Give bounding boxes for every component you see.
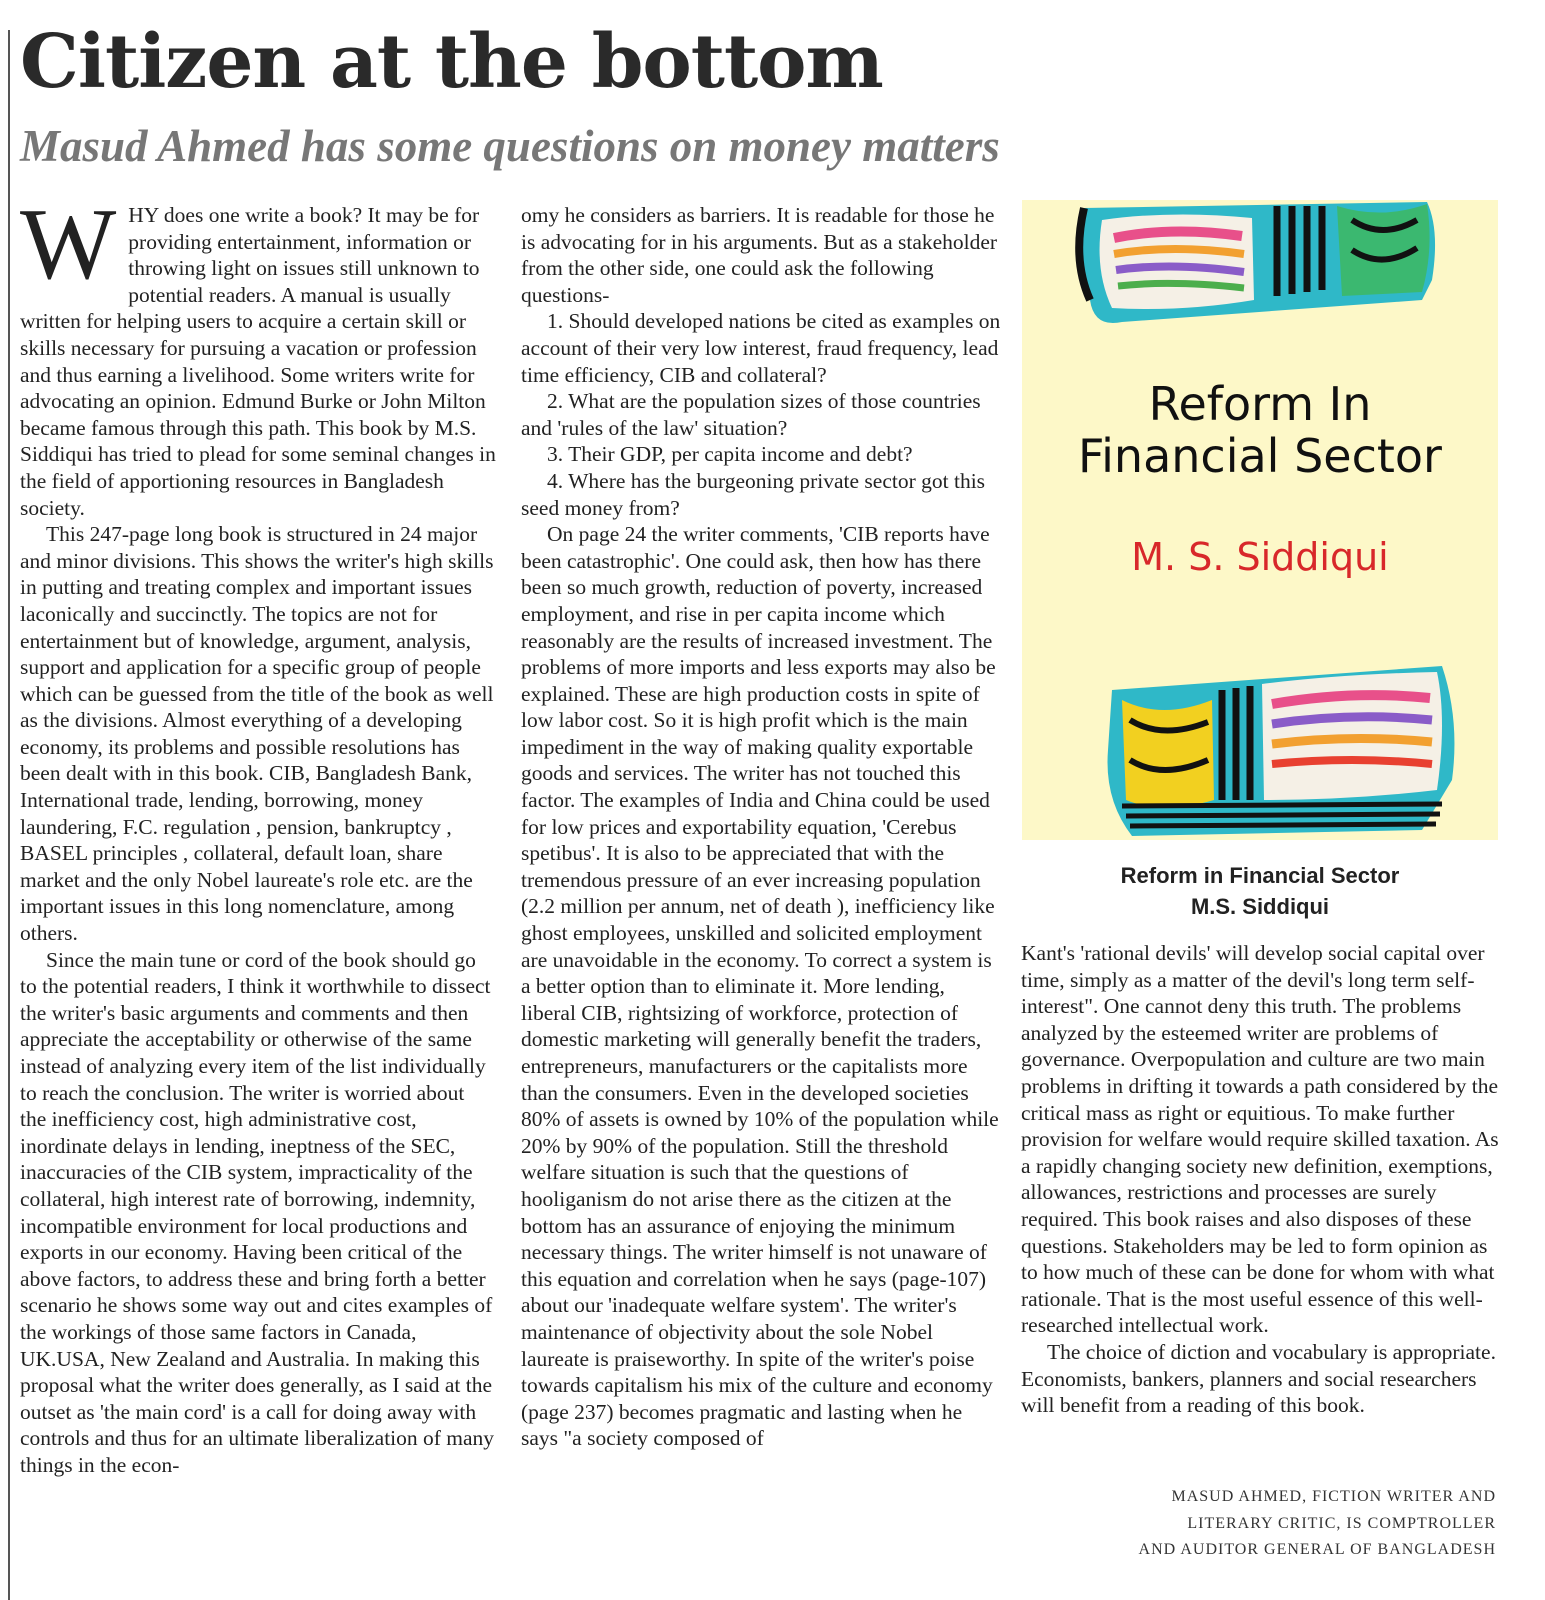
cover-author: M. S. Siddiqui <box>1131 535 1389 579</box>
book-cover-image <box>1022 200 1498 840</box>
cover-title-line-2: Financial Sector <box>1078 429 1442 483</box>
article-column-1 <box>20 188 496 1479</box>
credit-line-2: LITERARY CRITIC, IS COMPTROLLER <box>1187 1514 1496 1532</box>
question-1: 1. Should developed nations be cited as examples on account of their very low interest, fraud frequency, lead time efficiency, CIB and collateral? <box>521 309 1001 387</box>
paragraph-2: This 247-page long book is structured in 24 major and minor divisions. This shows the writer's high skills in putting and treating complex and important issues laconically and succinctly. The topics are not for entertainment but of knowledge, argument, analysis, support and application for a specific group of people which can be guessed from the title of the book as well as the divisions. Almost everything of a developing economy, its problems and possible resolutions has been dealt with in this book. CIB, Bangladesh Bank, International trade, lending, borrowing, money laundering, F.C. regulation , pension, bankruptcy , BASEL principles , collateral, default loan, share market and the only Nobel laureate's role etc. are the important issues in this long nomenclature, among others. <box>20 522 494 946</box>
paragraph-4: omy he considers as barriers. It is readable for those he is advocating for in his arguments. But as a stakeholder from the other side, one could ask the following questions- <box>521 203 998 307</box>
cover-title <box>1022 378 1498 482</box>
subhead: Masud Ahmed has some questions on money matters <box>20 121 1000 171</box>
paragraph-7: The choice of diction and vocabulary is appropriate. Economists, bankers, planners and social researchers will benefit from a reading of this book. <box>1021 1339 1496 1418</box>
top-decorative-bead <box>1079 202 1435 323</box>
cover-title-line-1: Reform In <box>1148 377 1372 431</box>
article-column-3 <box>1021 940 1499 1419</box>
credit-line-3: AND AUDITOR GENERAL OF BANGLADESH <box>1138 1541 1496 1558</box>
paragraph-3: Since the main tune or cord of the book should go to the potential readers, I think it worthwhile to dissect the writer's basic arguments and comments and then appreciate the acceptability or otherwise of the same instead of analyzing every item of the list individually to reach the conclusion. The writer is worried about the inefficiency cost, high administrative cost, inordinate delays in lending, ineptness of the SEC, inaccuracies of the CIB system, impracticality of the collateral, high interest rate of borrowing, indemnity, incompatible environment for local productions and exports in our economy. Having been critical of the above factors, to address these and bring forth a better scenario he shows some way out and cites examples of the workings of those same factors in Canada, UK.USA, New Zealand and Australia. In making this proposal what the writer does generally, as I said at the outset as 'the main cord' is a call for doing away with controls and thus for an ultimate liberalization of many things in the econ- <box>20 947 495 1477</box>
question-4: 4. Where has the burgeoning private sector got this seed money from? <box>521 468 986 520</box>
paragraph-6: Kant's 'rational devils' will develop social capital over time, simply as a matter of the devil's long term self-interest". One cannot deny this truth. The problems analyzed by the esteemed writer are problems of governance. Overpopulation and culture are two main problems in drifting it towards a path considered by the critical mass as right or equitious. To make further provision for welfare would require skilled taxation. As a rapidly changing society new definition, exemptions, allowances, restrictions and processes are surely required. This book raises and also disposes of these questions. Stakeholders may be led to form opinion as to how much of these can be done for whom with what rationale. That is the most useful essence of this well-researched intellectual work. <box>1021 941 1499 1338</box>
paragraph-1 <box>20 188 496 521</box>
paragraph-1-text: HY does one write a book? It may be for providing entertainment, information or throwing light on issues still unknown to potential readers. A manual is usually written for helping users to acquire a certain skill or skills necessary for pursuing a vacation or profession and thus earning a livelihood. Some writers write for advocating an opinion. Edmund Burke or John Milton became famous through this path. This book by M.S. Siddiqui has tried to plead for some seminal changes in the field of apportioning resources in Bangladesh society. <box>20 203 496 520</box>
headline: Citizen at the bottom <box>20 19 883 105</box>
article-column-2 <box>521 202 1001 1452</box>
credit-line-1: MASUD AHMED, FICTION WRITER AND <box>1171 1488 1496 1505</box>
paragraph-5: On page 24 the writer comments, 'CIB reports have been catastrophic'. One could ask, then how has there been so much growth, reduction of poverty, increased employment, and rise in per capita income which reasonably are the results of increased investment. The problems of more imports and less exports may also be explained. These are high production costs in spite of low labor cost. So it is high profit which is the main impediment in the way of making quality exportable goods and services. The writer has not touched this factor. The examples of India and China could be used for low prices and exportability equation, 'Cerebus spetibus'. It is also to be appreciated that with the tremendous pressure of an ever increasing population (2.2 million per annum, net of death ), inefficiency like ghost employees, unskilled and solicited employment are unavoidable in the economy. To correct a system is a better option than to eliminate it. More lending, liberal CIB, rightsizing of workforce, protection of domestic marketing will generally benefit the traders, entrepreneurs, manufacturers or the capitalists more than the consumers. Even in the developed societies 80% of assets is owned by 10% of the population while 20% by 90% of the population. Still the threshold welfare situation is such that the questions of hooliganism do not arise there as the citizen at the bottom has an assurance of enjoying the minimum necessary things. The writer himself is not unaware of this equation and correlation when he says (page-107) about our 'inadequate welfare system'. The writer's maintenance of objectivity about the sole Nobel laureate is praiseworthy. In spite of the writer's poise towards capitalism his mix of the culture and economy (page 237) becomes pragmatic and lasting when he says "a society composed of <box>521 522 999 1451</box>
cover-artwork <box>1022 200 1498 840</box>
drop-cap: W <box>20 188 117 301</box>
question-3: 3. Their GDP, per capita income and debt? <box>547 442 913 467</box>
image-caption <box>1022 860 1498 922</box>
bottom-decorative-bead <box>1108 666 1455 836</box>
question-2: 2. What are the population sizes of those countries and 'rules of the law' situation? <box>521 389 981 440</box>
caption-title: Reform in Financial Sector <box>1120 863 1400 888</box>
caption-author: M.S. Siddiqui <box>1190 894 1330 919</box>
left-column-rule <box>8 30 10 1600</box>
author-credit <box>1080 1484 1496 1564</box>
